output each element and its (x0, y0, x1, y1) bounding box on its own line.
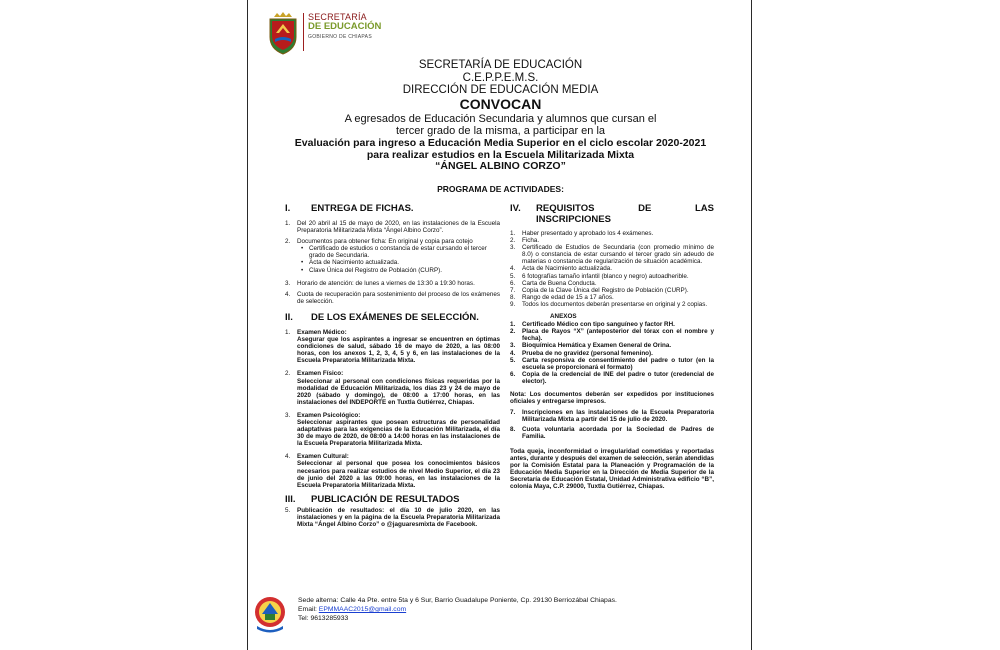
bullet-item (301, 245, 500, 259)
list-item (285, 238, 500, 245)
item-number: 5. (285, 506, 291, 514)
right-column (510, 203, 714, 490)
school-emblem-icon (253, 594, 287, 634)
item-number: 2. (285, 370, 291, 378)
item-text: Certificado de Estudios de Secundaria (con promedio mínimo de 8.0) o constancia de estar cursando el tercer grado sin adeudo de materias o constancia de regularización de situación académica. (522, 244, 714, 266)
bullet-icon: • (301, 266, 304, 274)
intro-line-2: tercer grado de la misma, a participar en la (395, 125, 606, 138)
item-number: 4. (285, 290, 291, 298)
logo-text (308, 13, 381, 42)
item-text: Ficha. (522, 237, 540, 245)
item-number: 1. (285, 328, 291, 336)
eval-line-2: para realizar estudios en la Escuela Militarizada Mixta (366, 148, 635, 161)
item-number: 1. (510, 321, 516, 329)
exam-heading: Examen Médico: (297, 328, 347, 336)
section-title: DE LOS EXÁMENES DE SELECCIÓN. (311, 311, 479, 323)
convocan-title: CONVOCAN (459, 96, 542, 112)
requirement-item (510, 273, 714, 280)
footer-address: Sede alterna: Calle 4a Pte. entre 5ta y 6 Sur, Barrio Guadalupe Poniente, Cp. 29130 Berriozábal Chiapas. (298, 597, 617, 604)
header-line-3: DIRECCIÓN DE EDUCACIÓN MEDIA (402, 84, 599, 96)
intro-line-1: A egresados de Educación Secundaria y alumnos que cursan el (344, 113, 657, 125)
item-text (297, 453, 500, 488)
bullet-text: Acta de Nacimiento actualizada. (309, 259, 399, 267)
anexo-item (510, 328, 714, 342)
item-number: 2. (510, 237, 516, 245)
bullet-text: Certificado de estudios o constancia de estar cursando el tercer grado de Secundaria. (309, 245, 487, 260)
footer-phone: Tel: 9613285933 (298, 615, 349, 623)
item-number: 5. (510, 272, 516, 280)
item-text: Copia de la credencial de INE del padre o tutor (credencial de elector). (522, 370, 714, 385)
anexo-item (510, 371, 714, 385)
logo-line-2: DE EDUCACIÓN (308, 21, 382, 32)
section-3-heading (285, 494, 500, 505)
item-text: Horario de atención: de lunes a viernes de 13:30 a 19:30 horas. (297, 279, 475, 287)
bullet-item (301, 259, 500, 266)
item-text: Haber presentado y aprobado los 4 exámenes. (522, 230, 654, 237)
item-text: Todos los documentos deberán presentarse en original y 2 copias. (522, 300, 708, 308)
intro-text (248, 113, 752, 138)
exam-description: Seleccionar aspirantes que posean estructuras de personalidad adaptativas para las exigencias de la Educación Militarizada, el día 30 de mayo de 2020, de 08:00 a 14:00 horas en las instalaciones de la Escuela Preparatoria Militarizada Mixta. (297, 418, 500, 448)
left-column (285, 203, 500, 532)
item-number: 4. (285, 453, 291, 461)
secretaria-logo (268, 9, 388, 61)
eval-line-3: “ÁNGEL ALBINO CORZO” (435, 160, 566, 172)
requirement-item (510, 244, 714, 265)
item-text: Prueba de no gravidez (personal femenino). (522, 349, 653, 357)
section-number: IV. (510, 203, 521, 214)
bullet-icon: • (301, 245, 304, 253)
inscription-item (510, 409, 714, 423)
item-text: Inscripciones en las instalaciones de la Escuela Preparatoria Militarizada Mixta a partir del 15 de julio de 2020. (522, 409, 714, 424)
item-text: Cuota de recuperación para sostenimiento del proceso de los exámenes de selección. (297, 290, 500, 305)
item-text: Acta de Nacimiento actualizada. (522, 265, 612, 273)
item-text: Publicación de resultados: el día 10 de julio 2020, en las instalaciones y en la página de la Escuela Preparatoria Militarizada Mixta “Ángel Albino Corzo” o @jaguaresmixta de Facebook. (297, 506, 500, 528)
exam-heading: Examen Cultural: (297, 453, 349, 461)
item-text: 6 fotografías tamaño infantil (blanco y negro) autoadherible. (522, 272, 689, 280)
item-number: 4. (510, 349, 516, 357)
item-text: Cuota voluntaria acordada por la Sociedad de Padres de Familia. (522, 426, 714, 441)
header-line-1: SECRETARÍA DE EDUCACIÓN (418, 59, 583, 71)
item-text (297, 412, 500, 447)
item-text (297, 370, 500, 405)
footer-email-label: Email: (298, 606, 317, 614)
note-text: Nota: Los documentos deberán ser expedidos por instituciones oficiales y entregarse impresos. (510, 390, 714, 406)
anexo-item (510, 321, 714, 328)
requirement-item (510, 265, 714, 272)
exam-heading: Examen Psicológico: (297, 411, 361, 419)
evaluation-title (248, 138, 752, 173)
closing-paragraph: Toda queja, inconformidad o irregularidad cometidas y reportadas antes, durante y después del examen de selección, serán atendidas por la Comisión Estatal para la Planeación y Programación de la Educación Media Superior en la Dirección de Media Superior de la Secretaría de Educación Estatal, Unidad Administrativa edificio “B”, colonia Maya, C.P. 29000, Tuxtla Gutiérrez, Chiapas. (510, 447, 714, 490)
list-item (285, 507, 500, 528)
item-text: Copia de la Clave Única del Registro de Población (CURP). (522, 286, 689, 294)
requirement-item (510, 230, 714, 237)
exam-item (285, 329, 500, 364)
item-number: 8. (510, 426, 516, 434)
section-2-heading (285, 312, 500, 323)
item-text: Carta de Buena Conducta. (522, 279, 597, 287)
section-title: INSCRIPCIONES (536, 214, 611, 225)
inscription-item (510, 426, 714, 440)
item-number: 8. (510, 293, 516, 301)
section-number: I. (285, 203, 291, 214)
footer-email-link[interactable]: EPMMAAC2015@gmail.com (318, 606, 407, 614)
requirement-item (510, 280, 714, 287)
item-number: 4. (510, 265, 516, 273)
item-text: Documentos para obtener ficha: En original y copia para cotejo (297, 238, 473, 246)
footer-email-row (298, 605, 617, 614)
requirement-item (510, 237, 714, 244)
item-number: 9. (510, 300, 516, 308)
anexo-item (510, 350, 714, 357)
list-item (285, 291, 500, 305)
bullet-icon: • (301, 259, 304, 267)
footer-text (298, 596, 617, 624)
exam-item (285, 453, 500, 488)
exam-item (285, 370, 500, 405)
requirement-item (510, 287, 714, 294)
logo-divider (303, 13, 304, 51)
exam-item (285, 412, 500, 447)
programa-heading: PROGRAMA DE ACTIVIDADES: (437, 184, 564, 194)
section-title: ENTREGA DE FICHAS. (311, 203, 414, 214)
item-number: 6. (510, 279, 516, 287)
item-number: 6. (510, 370, 516, 378)
exam-heading: Examen Físico: (297, 370, 344, 378)
requirement-item (510, 294, 714, 301)
item-text: Carta responsiva de consentimiento del padre o tutor (en la escuela se proporcionará el formato) (522, 356, 714, 371)
anexo-item (510, 342, 714, 349)
eval-line-1: Evaluación para ingreso a Educación Media Superior en el ciclo escolar 2020-2021 (294, 137, 707, 149)
item-number: 3. (285, 279, 291, 287)
item-number: 5. (510, 356, 516, 364)
anexo-item (510, 357, 714, 371)
logo-line-1: SECRETARÍA (308, 12, 367, 22)
item-text: Del 20 abril al 15 de mayo de 2020, en las instalaciones de la Escuela Preparatoria Militarizada Mixta “Ángel Albino Corzo”. (297, 220, 500, 235)
section-title: PUBLICACIÓN DE RESULTADOS (311, 493, 460, 505)
item-number: 3. (510, 244, 516, 252)
section-title (536, 203, 714, 214)
header-block (248, 59, 752, 97)
section-number: III. (285, 493, 296, 505)
item-number: 7. (510, 409, 516, 417)
bullet-item (301, 267, 500, 274)
title-word: REQUISITOS (536, 203, 595, 214)
document-page (247, 0, 752, 650)
item-text: Placa de Rayos “X” (anteposterior del tórax con el nombre y fecha). (522, 328, 714, 343)
item-number: 2. (510, 328, 516, 336)
item-text (297, 329, 500, 364)
section-4-heading (510, 203, 714, 214)
header-line-2: C.E.P.P.E.M.S. (462, 71, 539, 84)
exam-description: Asegurar que los aspirantes a ingresar se encuentren en óptimas condiciones de salud, sábado 16 de mayo de 2020, a las 08:00 horas, con los anexos 1, 2, 3, 4, 5 y 6, en las instalaciones de la Escuela Preparatoria Militarizada Mixta. (297, 336, 500, 365)
requirement-item (510, 301, 714, 308)
item-text: Certificado Médico con tipo sanguíneo y factor RH. (522, 321, 675, 329)
item-text: Rango de edad de 15 a 17 años. (522, 293, 614, 301)
title-word: DE (638, 203, 652, 214)
item-number: 3. (510, 342, 516, 350)
exam-description: Seleccionar al personal que posea los conocimientos básicos necesarios para realizar estudios de nivel Medio Superior, el día 23 de junio del 2020 a las 09:00 horas, en las instalaciones de la Escuela Preparatoria Militarizada Mixta. (297, 460, 500, 489)
section-4-heading-line-2 (510, 214, 714, 225)
section-1-heading (285, 203, 500, 214)
list-item (285, 220, 500, 234)
item-number: 7. (510, 286, 516, 294)
item-number: 1. (285, 220, 291, 227)
list-item (285, 280, 500, 287)
title-word: LAS (695, 203, 714, 214)
bullet-text: Clave Única del Registro de Población (CURP). (309, 266, 442, 274)
item-text: Bioquímica Hemática y Examen General de Orina. (522, 342, 672, 350)
anexos-heading: ANEXOS (550, 313, 577, 321)
section-number: II. (285, 311, 293, 323)
item-number: 1. (510, 230, 516, 237)
chiapas-shield-icon (268, 11, 298, 55)
item-number: 2. (285, 238, 291, 246)
logo-line-3: GOBIERNO DE CHIAPAS (308, 34, 372, 40)
exam-description: Seleccionar al personal con condiciones físicas requeridas por la modalidad de Educación Militarizada, los días 23 y 24 de mayo de 2020 (sábado y domingo), de 08:00 a 17:00 horas, en las instalaciones del INDEPORTE en Tuxtla Gutiérrez, Chiapas. (297, 377, 500, 406)
item-number: 3. (285, 411, 291, 419)
footer (253, 590, 733, 640)
